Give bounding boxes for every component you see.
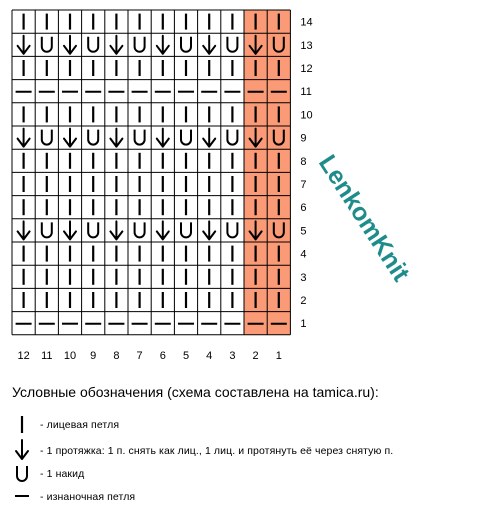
slip-stitch-icon <box>64 36 76 54</box>
watermark-logo-text: LenkomKnit <box>312 150 416 287</box>
column-label-11: 11 <box>41 349 53 362</box>
row-label-10: 10 <box>300 109 313 122</box>
yo-stitch-icon <box>181 222 191 237</box>
row-label-8: 8 <box>300 155 307 168</box>
column-label-9: 9 <box>90 349 97 362</box>
yo-stitch-icon <box>181 37 191 52</box>
slip-stitch-icon <box>157 36 169 54</box>
column-label-1: 1 <box>275 349 282 362</box>
row-label-14: 14 <box>300 16 313 29</box>
slip-stitch-arrow-icon <box>12 438 32 462</box>
column-label-5: 5 <box>182 349 190 362</box>
row-label-6: 6 <box>300 202 307 215</box>
yo-stitch-icon <box>181 130 191 145</box>
legend-text-knit: - лицевая петля <box>40 419 120 431</box>
row-label-9: 9 <box>300 132 307 145</box>
row-label-7: 7 <box>300 179 307 191</box>
yarn-over-icon <box>12 463 32 485</box>
yo-stitch-icon <box>135 222 145 237</box>
slip-stitch-icon <box>110 129 122 147</box>
row-label-5: 5 <box>300 225 307 238</box>
yo-stitch-icon <box>42 37 52 52</box>
legend-item-slip <box>12 438 482 460</box>
yo-stitch-icon <box>88 130 98 145</box>
slip-stitch-icon <box>203 129 215 147</box>
yo-stitch-icon <box>42 222 52 237</box>
row-label-1: 1 <box>300 318 307 331</box>
legend-text-slip: - 1 протяжка: 1 п. снять как лиц., 1 лиц. и протянуть её через снятую п. <box>40 445 394 457</box>
column-label-2: 2 <box>252 349 259 362</box>
knit-stitch-icon <box>12 414 32 436</box>
yo-stitch-icon <box>88 222 98 237</box>
slip-stitch-icon <box>18 129 30 147</box>
row-label-12: 12 <box>300 63 313 75</box>
legend-text-yo: - 1 накид <box>40 468 85 480</box>
yo-stitch-icon <box>135 130 145 145</box>
slip-stitch-icon <box>203 36 215 54</box>
legend-item-knit <box>12 414 482 436</box>
yo-stitch-icon <box>135 37 145 52</box>
column-label-6: 6 <box>159 349 166 362</box>
slip-stitch-icon <box>64 221 76 239</box>
slip-stitch-icon <box>157 221 169 239</box>
column-label-10: 10 <box>63 349 77 362</box>
column-label-3: 3 <box>229 349 236 362</box>
slip-stitch-icon <box>64 129 76 147</box>
slip-stitch-icon <box>18 221 30 239</box>
yo-stitch-icon <box>227 37 237 52</box>
yo-stitch-icon <box>88 37 98 52</box>
column-label-12: 12 <box>17 349 30 362</box>
purl-stitch-icon <box>12 487 32 509</box>
yo-stitch-icon <box>42 130 52 145</box>
column-label-4: 4 <box>206 349 213 362</box>
slip-stitch-icon <box>110 36 122 54</box>
yo-stitch-icon <box>227 130 237 145</box>
legend-item-yo <box>12 463 482 485</box>
column-label-8: 8 <box>113 349 120 362</box>
slip-stitch-icon <box>203 221 215 239</box>
legend-title: Условные обозначения (схема составлена на tamica.ru): <box>12 384 379 400</box>
slip-stitch-icon <box>110 221 122 239</box>
row-label-2: 2 <box>300 295 307 307</box>
slip-stitch-icon <box>157 129 169 147</box>
row-label-11: 11 <box>300 86 312 99</box>
row-label-3: 3 <box>300 271 307 284</box>
row-label-13: 13 <box>300 39 313 52</box>
legend-text-purl: - изнаночная петля <box>40 491 136 503</box>
row-label-4: 4 <box>300 248 307 261</box>
legend-item-purl <box>12 487 482 509</box>
column-label-7: 7 <box>136 349 143 362</box>
slip-stitch-icon <box>18 36 30 54</box>
yo-stitch-icon <box>227 222 237 237</box>
